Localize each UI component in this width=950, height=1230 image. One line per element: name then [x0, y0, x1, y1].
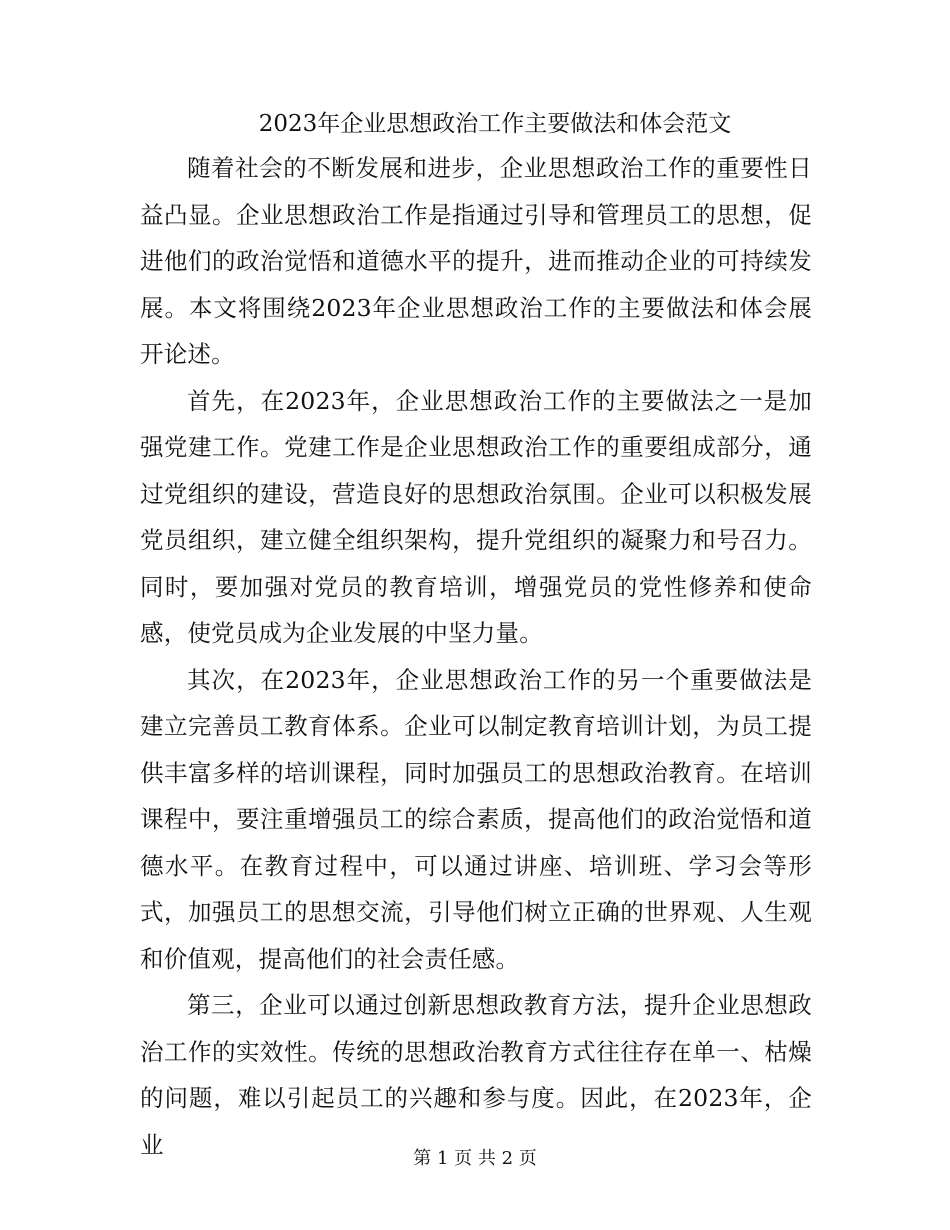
paragraph-party-building: 首先，在2023年，企业思想政治工作的主要做法之一是加强党建工作。党建工作是企业思想政治工作的重要组成部分，通过党组织的建设，营造良好的思想政治氛围。企业可以积极发展党员组织，建立健全组织架构，提升党组织的凝聚力和号召力。同时，要加强对党员的教育培训，增强党员的党性修养和使命感，使党员成为企业发展的中坚力量。: [140, 386, 812, 647]
page-number-label: 第 1 页 共 2 页: [413, 1148, 537, 1169]
paragraph-intro: 随着社会的不断发展和进步，企业思想政治工作的重要性日益凸显。企业思想政治工作是指通过引导和管理员工的思想，促进他们的政治觉悟和道德水平的提升，进而推动企业的可持续发展。本文将围绕2023年企业思想政治工作的主要做法和体会展开论述。: [140, 154, 812, 368]
document-body: [140, 145, 812, 1168]
paragraph-innovation: 第三，企业可以通过创新思想政教育方法，提升企业思想政治工作的实效性。传统的思想政治教育方式往往存在单一、枯燥的问题，难以引起员工的兴趣和参与度。因此，在2023年，企业: [140, 991, 812, 1159]
page-footer: [0, 1146, 950, 1172]
document-title: 2023年企业思想政治工作主要做法和体会范文: [258, 111, 732, 137]
paragraph-education-system: 其次，在2023年，企业思想政治工作的另一个重要做法是建立完善员工教育体系。企业可以制定教育培训计划，为员工提供丰富多样的培训课程，同时加强员工的思想政治教育。在培训课程中，要注重增强员工的综合素质，提高他们的政治觉悟和道德水平。在教育过程中，可以通过讲座、培训班、学习会等形式，加强员工的思想交流，引导他们树立正确的世界观、人生观和价值观，提高他们的社会责任感。: [140, 665, 812, 973]
